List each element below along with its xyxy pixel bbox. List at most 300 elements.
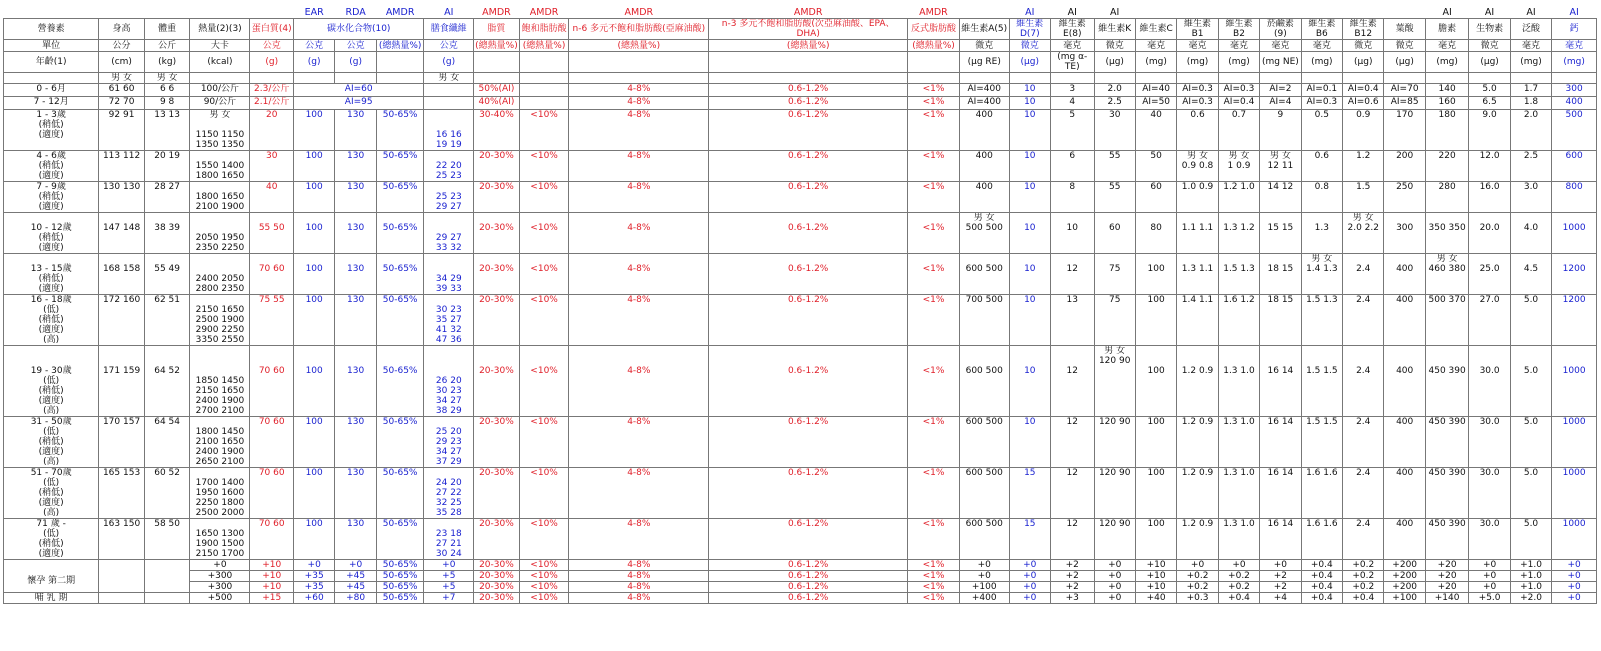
column-header: 毫克 bbox=[1301, 40, 1342, 52]
table-cell: 130 bbox=[335, 254, 376, 295]
table-cell: 1.2 0.9 bbox=[1177, 468, 1218, 519]
column-header: 公克 bbox=[250, 40, 294, 52]
column-header: 菸鹼素(9) bbox=[1260, 19, 1301, 40]
column-header bbox=[709, 52, 908, 73]
table-cell: 50-65% bbox=[376, 519, 424, 560]
table-row bbox=[4, 593, 1597, 604]
table-cell: 70 60 bbox=[250, 417, 294, 468]
table-cell: +0 bbox=[424, 560, 474, 571]
table-cell: <10% bbox=[519, 295, 569, 346]
table-cell bbox=[959, 73, 1009, 84]
table-cell bbox=[335, 73, 376, 84]
table-cell: 5.0 bbox=[1510, 417, 1551, 468]
table-cell: 1.3 1.0 bbox=[1218, 346, 1259, 417]
table-cell: 165 153 bbox=[99, 468, 145, 519]
table-cell: +0 bbox=[1469, 560, 1510, 571]
table-cell: 0.6-1.2% bbox=[709, 295, 908, 346]
column-header: 公克 bbox=[424, 40, 474, 52]
table-cell: 60 52 bbox=[144, 468, 190, 519]
table-cell: 50-65% bbox=[376, 182, 424, 213]
table-row bbox=[4, 97, 1597, 110]
table-cell: 16 14 bbox=[1260, 468, 1301, 519]
table-cell: 100 bbox=[293, 468, 334, 519]
band-label bbox=[1135, 5, 1176, 19]
table-cell: 5 bbox=[1051, 110, 1095, 151]
table-cell: 2.4 bbox=[1343, 295, 1384, 346]
table-cell: 1850 1450 2150 1650 2400 1900 2700 2100 bbox=[190, 346, 250, 417]
table-cell: 24 20 27 22 32 25 35 28 bbox=[424, 468, 474, 519]
column-header: 微克 bbox=[1384, 40, 1425, 52]
table-cell bbox=[908, 73, 960, 84]
table-cell: 4-8% bbox=[569, 151, 709, 182]
table-cell: <1% bbox=[908, 417, 960, 468]
nutrient-reference-table bbox=[3, 5, 1597, 604]
table-cell: AI=60 bbox=[293, 84, 423, 97]
table-cell: 0.9 bbox=[1343, 110, 1384, 151]
table-row bbox=[4, 468, 1597, 519]
table-cell: 30-40% bbox=[474, 110, 520, 151]
band-label bbox=[1218, 5, 1259, 19]
band-label: AI bbox=[1526, 7, 1536, 18]
table-cell: 58 50 bbox=[144, 519, 190, 560]
table-cell: 20 19 bbox=[144, 151, 190, 182]
band-label: AMDR bbox=[385, 7, 415, 18]
band-label: AMDR bbox=[529, 7, 559, 18]
table-cell: <1% bbox=[908, 468, 960, 519]
table-cell: +0 bbox=[959, 571, 1009, 582]
column-header: 毫克 bbox=[1177, 40, 1218, 52]
table-cell: 16 14 bbox=[1260, 519, 1301, 560]
column-header: 單位 bbox=[4, 40, 99, 52]
table-cell: +300 bbox=[190, 571, 250, 582]
table-cell: 1.3 1.2 bbox=[1218, 213, 1259, 254]
column-header: n-6 多元不飽和脂肪酸(亞麻油酸) bbox=[569, 19, 709, 40]
table-cell: 20-30% bbox=[474, 560, 520, 571]
table-cell: 4-8% bbox=[569, 571, 709, 582]
table-row bbox=[4, 182, 1597, 213]
column-header: (mg α-TE) bbox=[1051, 52, 1095, 73]
table-cell: 4-8% bbox=[569, 97, 709, 110]
column-header: (mg) bbox=[1425, 52, 1469, 73]
table-cell bbox=[519, 97, 569, 110]
table-cell: 1550 1400 1800 1650 bbox=[190, 151, 250, 182]
table-cell: +0.3 bbox=[1177, 593, 1218, 604]
table-row bbox=[4, 254, 1597, 295]
column-header: 膽素 bbox=[1425, 19, 1469, 40]
table-cell: 50-65% bbox=[376, 110, 424, 151]
table-cell: +1.0 bbox=[1510, 582, 1551, 593]
table-cell: 1.6 1.6 bbox=[1301, 468, 1342, 519]
table-cell: 30.0 bbox=[1469, 468, 1510, 519]
table-cell: +0 bbox=[1469, 571, 1510, 582]
column-header: 微克 bbox=[959, 40, 1009, 52]
column-header: 大卡 bbox=[190, 40, 250, 52]
column-header: (總熱量%) bbox=[376, 40, 424, 52]
table-cell: 4-8% bbox=[569, 519, 709, 560]
table-cell: 16 16 19 19 bbox=[424, 110, 474, 151]
table-cell: +0 bbox=[1009, 582, 1050, 593]
table-cell: +10 bbox=[250, 560, 294, 571]
table-cell: +300 bbox=[190, 582, 250, 593]
header-row bbox=[4, 19, 1597, 40]
table-cell: 2.4 bbox=[1343, 519, 1384, 560]
table-cell: <10% bbox=[519, 254, 569, 295]
table-cell: 20-30% bbox=[474, 468, 520, 519]
table-cell: 1.5 1.3 bbox=[1218, 254, 1259, 295]
table-cell: 50-65% bbox=[376, 346, 424, 417]
table-cell: 50-65% bbox=[376, 571, 424, 582]
table-cell: <1% bbox=[908, 182, 960, 213]
table-cell: 5.0 bbox=[1510, 519, 1551, 560]
column-header: n-3 多元不飽和脂肪酸(次亞麻油酸、EPA、DHA) bbox=[709, 19, 908, 40]
band-label bbox=[144, 5, 190, 19]
table-cell: +0 bbox=[1094, 571, 1135, 582]
table-cell: 5.0 bbox=[1510, 346, 1551, 417]
table-cell bbox=[1343, 73, 1384, 84]
table-cell: +0.4 bbox=[1301, 571, 1342, 582]
table-cell: <1% bbox=[908, 254, 960, 295]
table-cell: 20-30% bbox=[474, 582, 520, 593]
table-cell: 55 50 bbox=[250, 213, 294, 254]
column-header: 公克 bbox=[335, 40, 376, 52]
table-cell: +2.0 bbox=[1510, 593, 1551, 604]
column-header: 蛋白質(4) bbox=[250, 19, 294, 40]
table-cell: 1800 1650 2100 1900 bbox=[190, 182, 250, 213]
column-header: 身高 bbox=[99, 19, 145, 40]
table-cell: 60 bbox=[1135, 182, 1176, 213]
table-cell: 10 bbox=[1009, 295, 1050, 346]
table-cell: +0.2 bbox=[1177, 582, 1218, 593]
table-cell: 100 bbox=[1135, 346, 1176, 417]
table-cell: 300 bbox=[1552, 84, 1597, 97]
table-cell: 30.0 bbox=[1469, 417, 1510, 468]
table-cell: +80 bbox=[335, 593, 376, 604]
table-cell: +0 bbox=[1094, 582, 1135, 593]
table-cell: +0 bbox=[1552, 582, 1597, 593]
band-label: AI bbox=[1569, 7, 1579, 18]
table-cell: 100 bbox=[1135, 254, 1176, 295]
table-cell: 30.0 bbox=[1469, 346, 1510, 417]
table-cell: 27.0 bbox=[1469, 295, 1510, 346]
table-cell: 130 bbox=[335, 346, 376, 417]
table-cell bbox=[250, 73, 294, 84]
table-cell bbox=[709, 73, 908, 84]
table-cell: +0.4 bbox=[1343, 593, 1384, 604]
table-cell: 哺 乳 期 bbox=[4, 593, 99, 604]
table-cell: 70 60 bbox=[250, 254, 294, 295]
table-cell bbox=[1094, 73, 1135, 84]
table-row bbox=[4, 519, 1597, 560]
table-cell: 16.0 bbox=[1469, 182, 1510, 213]
column-header: 鈣 bbox=[1552, 19, 1597, 40]
table-cell: 男 女 bbox=[99, 73, 145, 84]
table-cell bbox=[99, 560, 145, 593]
table-cell: AI=70 bbox=[1384, 84, 1425, 97]
table-cell: +0 bbox=[1009, 560, 1050, 571]
table-cell: +20 bbox=[1425, 582, 1469, 593]
table-cell: 400 bbox=[1384, 295, 1425, 346]
table-cell: 4-8% bbox=[569, 213, 709, 254]
table-cell: 0.6-1.2% bbox=[709, 97, 908, 110]
table-cell: 10 bbox=[1009, 346, 1050, 417]
table-cell: 1.5 1.5 bbox=[1301, 417, 1342, 468]
table-cell: 4-8% bbox=[569, 468, 709, 519]
table-cell: 1.2 1.0 bbox=[1218, 182, 1259, 213]
table-cell: 64 54 bbox=[144, 417, 190, 468]
table-cell: 30.0 bbox=[1469, 519, 1510, 560]
table-cell: 12.0 bbox=[1469, 151, 1510, 182]
column-header: 毫克 bbox=[1425, 40, 1469, 52]
table-cell: 130 bbox=[335, 182, 376, 213]
table-row bbox=[4, 346, 1597, 417]
table-cell: 1.2 0.9 bbox=[1177, 346, 1218, 417]
column-header: 膳食纖維 bbox=[424, 19, 474, 40]
table-cell: 40 bbox=[250, 182, 294, 213]
table-cell: 500 bbox=[1552, 110, 1597, 151]
table-cell: 6 6 bbox=[144, 84, 190, 97]
table-cell: 600 500 bbox=[959, 254, 1009, 295]
table-cell: 2.5 bbox=[1510, 151, 1551, 182]
table-cell: 220 bbox=[1425, 151, 1469, 182]
table-cell: <10% bbox=[519, 182, 569, 213]
band-label bbox=[1301, 5, 1342, 19]
table-cell: +0.2 bbox=[1343, 582, 1384, 593]
table-cell: +5 bbox=[424, 582, 474, 593]
table-cell: 1800 1450 2100 1650 2400 1900 2650 2100 bbox=[190, 417, 250, 468]
table-row bbox=[4, 295, 1597, 346]
table-cell: 20-30% bbox=[474, 213, 520, 254]
table-cell: 30 bbox=[250, 151, 294, 182]
table-cell: +10 bbox=[250, 571, 294, 582]
table-cell: 29 27 33 32 bbox=[424, 213, 474, 254]
table-cell: <1% bbox=[908, 346, 960, 417]
table-cell bbox=[519, 84, 569, 97]
table-cell: 50-65% bbox=[376, 468, 424, 519]
table-cell: +0 bbox=[1552, 571, 1597, 582]
table-cell: 0.6-1.2% bbox=[709, 254, 908, 295]
table-cell: 400 bbox=[1384, 346, 1425, 417]
column-header: 毫克 bbox=[1552, 40, 1597, 52]
table-cell: +40 bbox=[1135, 593, 1176, 604]
table-cell: 0.8 bbox=[1301, 182, 1342, 213]
table-row bbox=[4, 84, 1597, 97]
table-cell: 130 130 bbox=[99, 182, 145, 213]
band-label bbox=[1177, 5, 1218, 19]
column-header: (總熱量%) bbox=[569, 40, 709, 52]
table-cell: 20-30% bbox=[474, 254, 520, 295]
table-cell: 男 女 2.0 2.2 bbox=[1343, 213, 1384, 254]
table-cell: 1.1 1.1 bbox=[1177, 213, 1218, 254]
table-cell: 350 350 bbox=[1425, 213, 1469, 254]
table-cell: 28 27 bbox=[144, 182, 190, 213]
table-cell: <1% bbox=[908, 97, 960, 110]
table-cell: 75 bbox=[1094, 254, 1135, 295]
table-cell: 75 bbox=[1094, 295, 1135, 346]
table-cell: 10 bbox=[1009, 151, 1050, 182]
table-cell: 0.6-1.2% bbox=[709, 346, 908, 417]
table-cell: 140 bbox=[1425, 84, 1469, 97]
column-header: 維生素D(7) bbox=[1009, 19, 1050, 40]
table-cell: 2.1/公斤 bbox=[250, 97, 294, 110]
table-cell: <10% bbox=[519, 468, 569, 519]
table-cell: 500 370 bbox=[1425, 295, 1469, 346]
table-cell: <10% bbox=[519, 110, 569, 151]
table-cell: +0.4 bbox=[1301, 582, 1342, 593]
column-header: 公克 bbox=[293, 40, 334, 52]
table-cell: 25 23 29 27 bbox=[424, 182, 474, 213]
table-cell: <1% bbox=[908, 571, 960, 582]
table-cell: +2 bbox=[1260, 582, 1301, 593]
table-cell: +2 bbox=[1051, 571, 1095, 582]
column-header: 毫克 bbox=[1510, 40, 1551, 52]
table-cell: +140 bbox=[1425, 593, 1469, 604]
table-cell: 0.6-1.2% bbox=[709, 213, 908, 254]
table-cell: 400 bbox=[959, 182, 1009, 213]
table-cell: 1200 bbox=[1552, 295, 1597, 346]
band-label: AI bbox=[444, 7, 454, 18]
table-cell: 1.3 1.0 bbox=[1218, 468, 1259, 519]
table-cell: 400 bbox=[959, 110, 1009, 151]
table-cell: <10% bbox=[519, 151, 569, 182]
band-label: AI bbox=[1025, 7, 1035, 18]
table-cell: 1.5 bbox=[1343, 182, 1384, 213]
column-header: (mg) bbox=[1301, 52, 1342, 73]
table-cell: 1650 1300 1900 1500 2150 1700 bbox=[190, 519, 250, 560]
table-cell: 100 bbox=[1135, 468, 1176, 519]
table-cell: +0.4 bbox=[1218, 593, 1259, 604]
table-cell: 168 158 bbox=[99, 254, 145, 295]
table-cell: 20-30% bbox=[474, 151, 520, 182]
table-cell: +0 bbox=[1009, 593, 1050, 604]
band-label bbox=[1384, 5, 1425, 19]
column-header: (cm) bbox=[99, 52, 145, 73]
table-cell: 1000 bbox=[1552, 213, 1597, 254]
table-cell: 2.0 bbox=[1094, 84, 1135, 97]
table-cell: +100 bbox=[959, 582, 1009, 593]
table-cell: 400 bbox=[959, 151, 1009, 182]
table-cell: 2400 2050 2800 2350 bbox=[190, 254, 250, 295]
table-cell: 40%(AI) bbox=[474, 97, 520, 110]
table-cell: <1% bbox=[908, 295, 960, 346]
table-cell: <10% bbox=[519, 582, 569, 593]
table-cell: AI=2 bbox=[1260, 84, 1301, 97]
column-header: 熱量(2)(3) bbox=[190, 19, 250, 40]
column-header: 體重 bbox=[144, 19, 190, 40]
table-cell: 20-30% bbox=[474, 182, 520, 213]
table-cell: 20-30% bbox=[474, 346, 520, 417]
column-header: 微克 bbox=[1469, 40, 1510, 52]
table-cell: 4-8% bbox=[569, 593, 709, 604]
table-cell: 92 91 bbox=[99, 110, 145, 151]
table-cell: AI=0.3 bbox=[1177, 97, 1218, 110]
table-cell: 9.0 bbox=[1469, 110, 1510, 151]
table-cell bbox=[4, 73, 99, 84]
table-cell: 450 390 bbox=[1425, 346, 1469, 417]
table-cell: 18 15 bbox=[1260, 254, 1301, 295]
table-cell: 10 bbox=[1009, 110, 1050, 151]
table-cell: +0 bbox=[1009, 571, 1050, 582]
table-cell: <1% bbox=[908, 593, 960, 604]
table-cell: 20-30% bbox=[474, 593, 520, 604]
table-cell: 22 20 25 23 bbox=[424, 151, 474, 182]
band-label bbox=[99, 5, 145, 19]
table-cell: +0 bbox=[335, 560, 376, 571]
band-label: RDA bbox=[345, 7, 366, 18]
table-cell: 0.6-1.2% bbox=[709, 519, 908, 560]
table-cell: +1.0 bbox=[1510, 560, 1551, 571]
table-cell: 600 500 bbox=[959, 468, 1009, 519]
table-cell: +15 bbox=[250, 593, 294, 604]
table-cell: 171 159 bbox=[99, 346, 145, 417]
column-header: (mg NE) bbox=[1260, 52, 1301, 73]
table-cell: <10% bbox=[519, 560, 569, 571]
table-cell: 130 bbox=[335, 519, 376, 560]
table-cell: +0.2 bbox=[1218, 571, 1259, 582]
table-cell: 170 157 bbox=[99, 417, 145, 468]
table-cell: 100 bbox=[293, 213, 334, 254]
table-cell: 130 bbox=[335, 468, 376, 519]
table-cell: 80 bbox=[1135, 213, 1176, 254]
column-header: 泛酸 bbox=[1510, 19, 1551, 40]
table-row bbox=[4, 213, 1597, 254]
column-header: (mg) bbox=[1135, 52, 1176, 73]
column-header bbox=[474, 52, 520, 73]
table-cell: 15 bbox=[1009, 519, 1050, 560]
table-cell: +10 bbox=[1135, 571, 1176, 582]
table-cell: 12 bbox=[1051, 468, 1095, 519]
table-cell: 15 15 bbox=[1260, 213, 1301, 254]
table-row bbox=[4, 582, 1597, 593]
table-cell: 10 bbox=[1009, 213, 1050, 254]
header-row bbox=[4, 40, 1597, 52]
table-cell: +35 bbox=[293, 582, 334, 593]
table-cell: 0 - 6月 bbox=[4, 84, 99, 97]
table-cell: 20-30% bbox=[474, 295, 520, 346]
table-cell bbox=[519, 73, 569, 84]
table-cell: 25 20 29 23 34 27 37 29 bbox=[424, 417, 474, 468]
table-cell: 100 bbox=[293, 519, 334, 560]
table-cell: 100 bbox=[293, 295, 334, 346]
table-cell: 130 bbox=[335, 110, 376, 151]
table-cell: 23 18 27 21 30 24 bbox=[424, 519, 474, 560]
table-cell: 0.6-1.2% bbox=[709, 182, 908, 213]
table-cell bbox=[190, 73, 250, 84]
column-header: 毫克 bbox=[1260, 40, 1301, 52]
table-cell: 20-30% bbox=[474, 417, 520, 468]
table-cell: AI=0.4 bbox=[1218, 97, 1259, 110]
column-header: (kg) bbox=[144, 52, 190, 73]
table-cell: +45 bbox=[335, 582, 376, 593]
table-cell bbox=[1218, 73, 1259, 84]
table-cell: 12 bbox=[1051, 417, 1095, 468]
column-header: 毫克 bbox=[1135, 40, 1176, 52]
table-cell: +20 bbox=[1425, 560, 1469, 571]
column-header: (g) bbox=[335, 52, 376, 73]
table-cell: 1.4 1.1 bbox=[1177, 295, 1218, 346]
table-cell: 18 15 bbox=[1260, 295, 1301, 346]
table-cell: +35 bbox=[293, 571, 334, 582]
table-cell: 25.0 bbox=[1469, 254, 1510, 295]
table-cell: 16 - 18歲 (低) (稍低) (適度) (高) bbox=[4, 295, 99, 346]
table-cell: AI=0.1 bbox=[1301, 84, 1342, 97]
table-cell: 0.6-1.2% bbox=[709, 560, 908, 571]
table-cell: 1.0 0.9 bbox=[1177, 182, 1218, 213]
table-cell: +0 bbox=[1260, 560, 1301, 571]
table-cell: +10 bbox=[1135, 582, 1176, 593]
table-cell: 26 20 30 23 34 27 38 29 bbox=[424, 346, 474, 417]
column-header: (μg) bbox=[1469, 52, 1510, 73]
table-cell: 130 bbox=[335, 213, 376, 254]
